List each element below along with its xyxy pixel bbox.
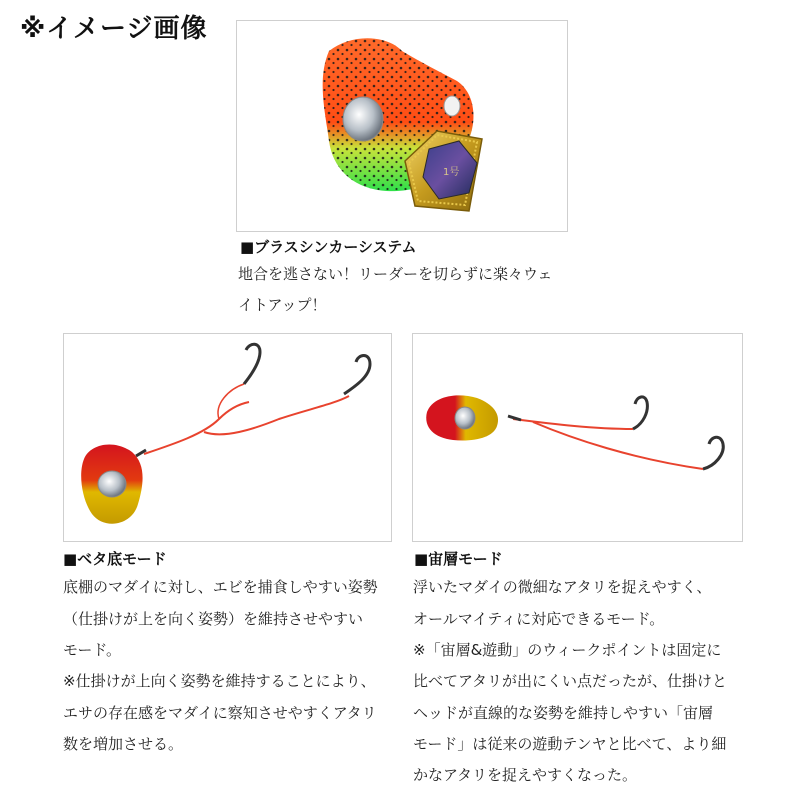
- mid-mode-line-7: かなアタリを捉えやすくなった。: [413, 766, 637, 784]
- mid-mode-line-2: オールマイティに対応できるモード。: [413, 610, 665, 628]
- sinker-size-mark: 1号: [443, 167, 460, 178]
- bottom-mode-title: [63, 548, 167, 569]
- bottom-mode-photo: [63, 333, 392, 542]
- mid-mode-photo: [412, 333, 743, 542]
- brass-sinker-title: [240, 236, 417, 257]
- mid-mode-title: [414, 548, 503, 569]
- page-header: ※イメージ画像: [20, 14, 208, 44]
- mid-mode-illustration: [413, 334, 742, 541]
- bottom-mode-line-4: ※仕掛けが上向く姿勢を維持することにより、: [63, 672, 376, 690]
- mid-mode-line-4: 比べてアタリが出にくい点だったが、仕掛けと: [413, 672, 727, 690]
- bottom-mode-line-5: エサの存在感をマダイに察知させやすくアタリ: [63, 704, 377, 722]
- brass-sinker-illustration: [237, 21, 567, 231]
- bottom-mode-line-1: 底棚のマダイに対し、エビを捕食しやすい姿勢: [63, 578, 378, 596]
- brass-sinker-desc-line-2: イトアップ！: [238, 296, 327, 314]
- bottom-mode-illustration: [64, 334, 391, 541]
- bottom-mode-title-text: ■ベタ底モード: [63, 550, 167, 568]
- brass-sinker-title-text: ■ブラスシンカーシステム: [240, 238, 417, 256]
- bottom-mode-line-6: 数を増加させる。: [63, 735, 184, 753]
- brass-sinker-desc-line-1: 地合を逃さない！リーダーを切らずに楽々ウェ: [238, 265, 553, 283]
- mid-mode-title-text: ■宙層モード: [414, 550, 503, 568]
- bottom-mode-line-2: （仕掛けが上を向く姿勢）を維持させやすい: [63, 610, 364, 628]
- brass-sinker-photo: [236, 20, 568, 232]
- mid-mode-line-5: ヘッドが直線的な姿勢を維持しやすい「宙層: [413, 704, 714, 722]
- mid-mode-line-6: モード」は従来の遊動テンヤと比べて、より細: [413, 735, 727, 753]
- bottom-mode-line-3: モード。: [63, 641, 122, 659]
- mid-mode-line-1: 浮いたマダイの微細なアタリを捉えやすく、: [413, 578, 712, 596]
- mid-mode-line-3: ※「宙層&遊動」のウィークポイントは固定に: [413, 641, 722, 659]
